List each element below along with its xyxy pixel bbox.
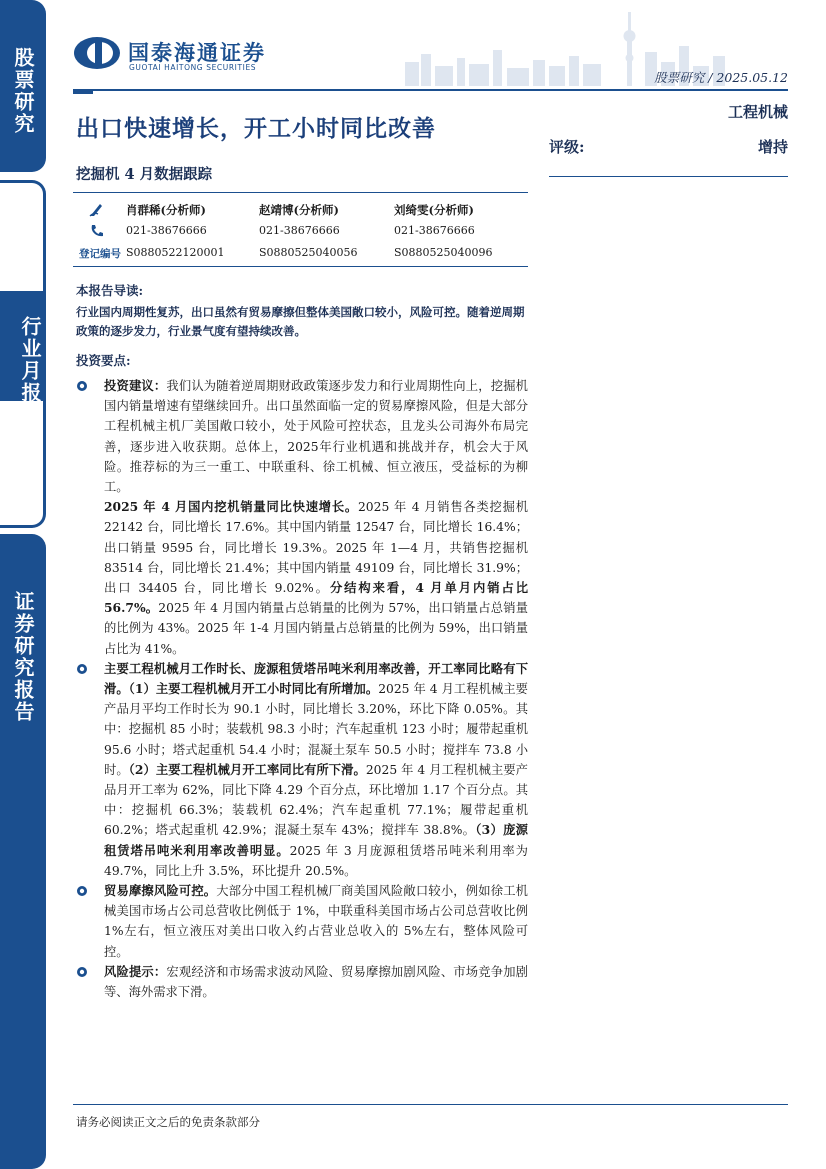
bullet-icon <box>76 380 88 392</box>
point-bold: （2）主要工程机械月开工率同比有所下滑。 <box>128 761 366 777</box>
sidebar-tab-securities-report <box>0 534 46 1169</box>
point-bold: 主要工程机械月工作时长、庞源租赁塔吊吨米利用率改善，开工率同比略有下滑。（1）主要工程机械月开工小时同比有所增加。 <box>104 660 528 697</box>
sidebar-label-3: 证券研究报告 <box>11 591 35 723</box>
point-item <box>76 881 528 962</box>
disclaimer-note: 请务必阅读正文之后的免责条款部分 <box>76 1115 260 1129</box>
bullet-icon <box>76 663 88 675</box>
analyst-reg-number: S0880525040056 <box>259 246 358 259</box>
analyst-divider <box>73 266 528 267</box>
point-text: 2025 年 4 月工程机械主要产品月平均工作时长为 90.1 小时，同比增长 3.20%，环比下降 0.05%。其中：挖掘机 85 小时；装载机 98.3 小时；汽车起重机 123 小时；履带起重机 95.6 小时；塔式起重机 54.4 小时；混凝土泵车 50.5 小时；搅拌车 73.8 小时。 <box>104 682 528 777</box>
sidebar-tab-industry-monthly <box>0 180 46 528</box>
sidebar-tab-stock-research <box>0 0 46 172</box>
bullet-icon <box>76 966 88 978</box>
brand-name-en: GUOTAI HAITONG SECURITIES <box>129 63 257 72</box>
point-bold: 风险提示： <box>104 963 167 979</box>
rating-value: 增持 <box>757 138 788 156</box>
analyst-name: 赵靖博(分析师) <box>259 203 339 217</box>
phone-icon <box>89 223 105 239</box>
point-text: 宏观经济和市场需求波动风险、贸易摩擦加剧风险、市场竞争加剧等、海外需求下滑。 <box>104 964 528 1000</box>
analyst-phone: 021-38676666 <box>394 224 475 237</box>
rating-divider <box>549 176 788 177</box>
guide-text: 行业国内周期性复苏，出口虽然有贸易摩擦但整体美国敞口较小，风险可控。随着逆周期政策的逐步发力，行业景气度有望持续改善。 <box>76 305 525 338</box>
point-text: 2025 年 4 月工程机械主要产品月开工率为 62%，同比下降 4.29 个百分点，环比增加 1.17 个百分点。其中：挖掘机 66.3%；装载机 62.4%；汽车起重机 77.1%；履带起重机 60.2%；塔式起重机 42.9%；混凝土泵车 43%；搅拌车 38.8%。 <box>104 762 528 838</box>
company-logo-icon <box>73 36 121 70</box>
point-item <box>76 497 528 659</box>
point-bold: 2025 年 4 月国内挖机销量同比快速增长。 <box>104 499 358 515</box>
analyst-reg-number: S0880525040096 <box>394 246 493 259</box>
analyst-table <box>73 198 528 264</box>
analyst-name: 刘绮雯(分析师) <box>394 203 474 217</box>
sidebar-label-1: 股票研究 <box>11 47 35 135</box>
point-bold: 分结构来看，4 月单月内销占比 56.7%。 <box>104 580 528 616</box>
point-text: 2025 年 3 月庞源租赁塔吊吨米利用率为 49.7%，同比上升 3.5%，环比提升 20.5%。 <box>104 843 528 878</box>
analyst-phone: 021-38676666 <box>259 224 340 237</box>
analyst-name-row <box>73 198 528 220</box>
point-text: 2025 年 4 月销售各类挖掘机 22142 台，同比增长 17.6%。其中国内销量 12547 台，同比增长 16.4%；出口销量 9595 台，同比增长 19.3%。2025 年 1—4 月，共销售挖掘机 83514 台，同比增长 21.4%；其中国内销量 49109 台，同比增长 31.9%；出口 34405 台，同比增长 9.02%。 <box>104 500 528 596</box>
sidebar-label-2: 行业月报 <box>18 316 42 404</box>
pen-icon <box>89 201 105 217</box>
analyst-name: 肖群稀(分析师) <box>126 203 206 217</box>
bullet-icon <box>76 885 88 897</box>
header-divider <box>73 89 788 91</box>
analyst-reg-row <box>73 242 528 264</box>
report-subtitle: 挖掘机 4 月数据跟踪 <box>76 166 213 183</box>
point-bold: 投资建议： <box>104 378 167 393</box>
guide-heading: 本报告导读: <box>76 283 144 298</box>
point-item <box>76 376 528 497</box>
point-bold: （3）庞源租赁塔吊吨米利用率改善明显。 <box>104 822 528 858</box>
industry-name: 工程机械 <box>727 103 788 121</box>
report-meta: 股票研究 / 2025.05.12 <box>654 70 788 85</box>
point-text: 大部分中国工程机械厂商美国风险敞口较小，例如徐工机械美国市场占公司总营收比例低于 1%，中联重科美国市场占公司总营收比例 1%左右，恒立液压对美出口收入约占营业总收入的 5%左右，整体风险可控。 <box>104 884 528 959</box>
analyst-phone-row <box>73 220 528 242</box>
point-text: 2025 年 4 月国内销量占总销量的比例为 57%，出口销量占总销量的比例为 43%。2025 年 1-4 月国内销量占总销量的比例为 59%，出口销量占比为 41%。 <box>104 601 528 656</box>
footer-divider <box>73 1104 788 1105</box>
investment-points <box>76 376 528 1002</box>
report-title: 出口快速增长，开工小时同比改善 <box>76 115 436 142</box>
point-item <box>76 659 528 881</box>
point-bold: 贸易摩擦风险可控。 <box>104 883 217 899</box>
reg-label: 登记编号 <box>79 248 121 260</box>
point-text: 我们认为随着逆周期财政政策逐步发力和行业周期性向上，挖掘机国内销量增速有望继续回升。出口虽然面临一定的贸易摩擦风险，但是大部分工程机械主机厂美国敞口较小，处于风险可控状态，且龙头公司海外布局完善，逐步进入收获期。总体上，2025年行业机遇和挑战并存，机会大于风险。推荐标的为三一重工、中联重科、徐工机械、恒立液压，受益标的为柳工。 <box>104 379 528 495</box>
rating-label: 评级: <box>549 138 585 156</box>
analyst-reg-number: S0880522120001 <box>126 246 225 259</box>
header-divider-tick <box>73 91 93 94</box>
subtitle-divider <box>73 192 528 193</box>
analyst-phone: 021-38676666 <box>126 224 207 237</box>
brand-name-cn: 国泰海通证券 <box>128 41 266 65</box>
point-item <box>76 962 528 1002</box>
points-heading: 投资要点: <box>76 353 131 368</box>
left-sidebar <box>0 0 46 1169</box>
